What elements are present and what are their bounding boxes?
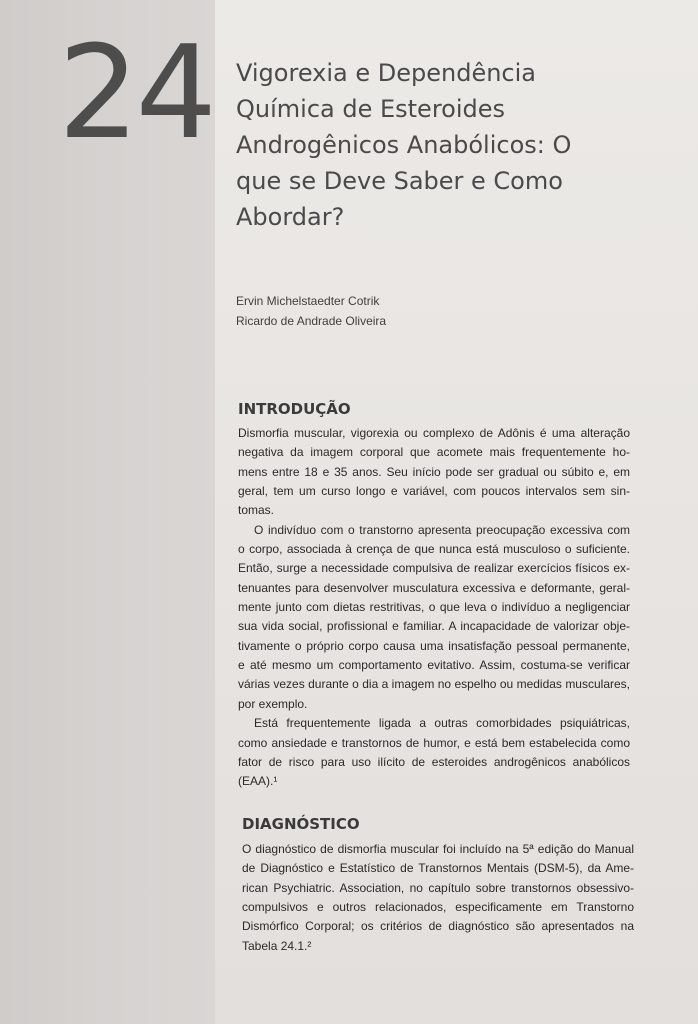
- text-line: por exemplo.: [238, 696, 308, 711]
- chapter-title-line: que se Deve Saber e Como: [236, 167, 563, 195]
- text-line: tivamente o próprio corpo causa uma insatisfação pessoal permanente,: [238, 638, 630, 653]
- text-line: sua vida social, profissional e familiar. A incapacidade de valorizar obje-: [238, 619, 630, 634]
- section-body-diagnostico: [242, 840, 634, 956]
- chapter-title: [236, 55, 656, 235]
- text-line: de Diagnóstico e Estatístico de Transtornos Mentais (DSM-5), da Ame-: [242, 861, 634, 876]
- text-line: geral, tem um curso longo e variável, com poucos intervalos sem sin-: [238, 484, 630, 499]
- text-line: O indivíduo com o transtorno apresenta preocupação excessiva com: [254, 522, 630, 537]
- text-line: tomas.: [238, 503, 275, 518]
- chapter-number: 24: [58, 19, 213, 168]
- text-line: como ansiedade e transtornos de humor, e está bem estabelecida como: [238, 735, 630, 750]
- text-line: mens entre 18 e 35 anos. Seu início pode ser gradual ou súbito e, em: [238, 464, 630, 479]
- text-line: o corpo, associada à crença de que nunca está musculoso o suficiente.: [238, 542, 630, 557]
- text-line: rican Psychiatric. Association, no capítulo sobre transtornos obsessivo-: [242, 880, 634, 895]
- chapter-title-line: Vigorexia e Dependência: [236, 59, 536, 87]
- text-line: e até mesmo um comportamento evitativo. Assim, costuma-se verificar: [238, 658, 630, 673]
- text-line: Está frequentemente ligada a outras comorbidades psiquiátricas,: [254, 716, 630, 731]
- section-body-introducao: [238, 424, 630, 792]
- chapter-title-line: Abordar?: [236, 203, 345, 231]
- text-line: fator de risco para uso ilícito de esteroides androgênicos anabólicos: [238, 754, 630, 769]
- text-line: compulsivos e outros relacionados, especificamente em Transtorno: [242, 900, 634, 915]
- section-heading-diagnostico: DIAGNÓSTICO: [242, 815, 360, 833]
- text-line: O diagnóstico de dismorfia muscular foi incluído na 5ª edição do Manual: [242, 842, 634, 856]
- text-line: Tabela 24.1.²: [242, 938, 312, 953]
- chapter-title-line: Química de Esteroides: [236, 95, 506, 123]
- text-line: mente junto com dietas restritivas, o que leva o indivíduo a negligenciar: [238, 600, 630, 615]
- section-heading-introducao: INTRODUÇÃO: [238, 400, 351, 418]
- text-line: Então, surge a necessidade compulsiva de realizar exercícios físicos ex-: [238, 561, 630, 576]
- chapter-title-line: Androgênicos Anabólicos: O: [236, 131, 572, 159]
- text-line: (EAA).¹: [238, 774, 278, 789]
- text-line: Dismórfico Corporal; os critérios de diagnóstico são apresentados na: [242, 919, 634, 934]
- authors: [236, 291, 386, 331]
- text-line: negativa da imagem corporal que acomete mais frequentemente ho-: [238, 445, 630, 460]
- author-name: Ervin Michelstaedter Cotrik: [236, 294, 380, 308]
- text-line: Dismorfia muscular, vigorexia ou complexo de Adônis é uma alteração: [238, 426, 630, 440]
- text-line: várias vezes durante o dia a imagem no espelho ou medidas musculares,: [238, 677, 630, 692]
- text-line: tenuantes para desenvolver musculatura excessiva e deformante, geral-: [238, 580, 630, 595]
- author-name: Ricardo de Andrade Oliveira: [236, 314, 387, 328]
